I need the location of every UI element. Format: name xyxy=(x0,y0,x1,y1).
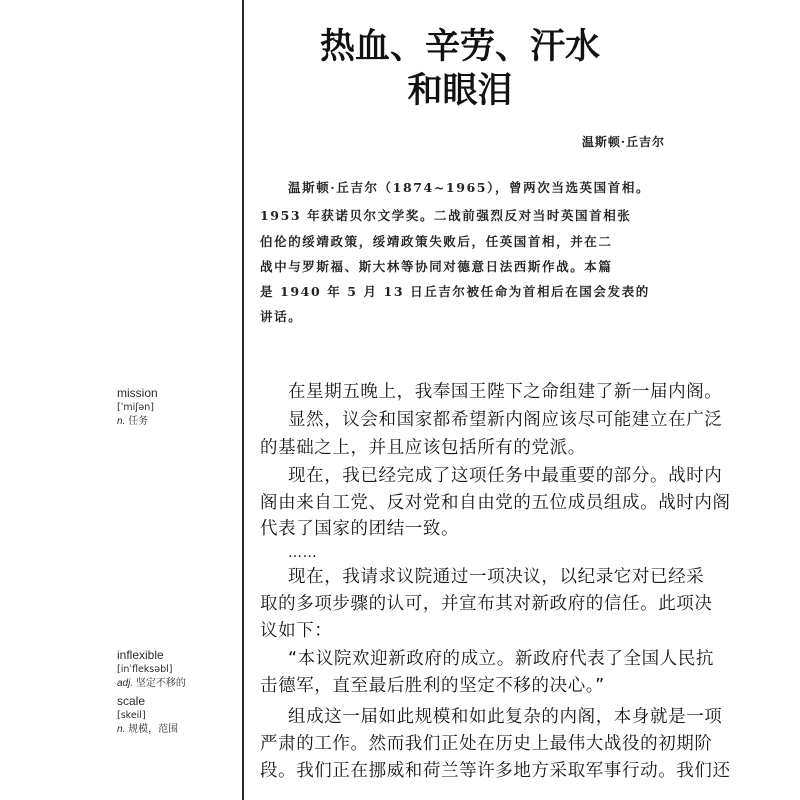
chapter-title-line-2: 和眼泪 xyxy=(407,71,513,111)
vocab-gloss-scale xyxy=(117,694,178,737)
gloss-definition xyxy=(117,677,186,691)
gloss-part-of-speech: n. xyxy=(117,416,126,427)
gloss-word: scale xyxy=(117,694,146,708)
vocab-gloss-inflexible xyxy=(117,648,186,691)
gloss-phonetic: [inˈfleksəbl] xyxy=(117,664,173,675)
body-line: 议如下： xyxy=(260,621,333,641)
author-byline: 温斯顿·丘吉尔 xyxy=(581,135,665,149)
body-line: 现在，我请求议院通过一项决议，以纪录它对已经采 xyxy=(288,567,705,587)
body-line: 击德军，直至最后胜利的坚定不移的决心。” xyxy=(260,676,605,696)
body-line: 阁由来自工党、反对党和自由党的五位成员组成。战时内阁 xyxy=(260,493,731,513)
gloss-word: mission xyxy=(117,386,158,400)
body-line: 严肃的工作。然而我们正处在历史上最伟大战役的初期阶 xyxy=(260,734,713,754)
intro-line: 伯伦的绥靖政策，绥靖政策失败后，任英国首相，并在二 xyxy=(260,234,613,249)
gloss-meaning: 规模，范围 xyxy=(128,724,179,735)
gloss-word: inflexible xyxy=(117,648,164,662)
intro-line: 温斯顿·丘吉尔（1874~1965），曾两次当选英国首相。 xyxy=(288,180,651,195)
body-line: 代表了国家的团结一致。 xyxy=(260,519,460,539)
body-line: 取的多项步骤的认可，并宣布其对新政府的信任。此项决 xyxy=(260,594,713,614)
gloss-definition xyxy=(117,723,178,737)
intro-line: 战中与罗斯福、斯大林等协同对德意日法西斯作战。本篇 xyxy=(260,259,613,274)
body-line: 段。我们正在挪威和荷兰等许多地方采取军事行动。我们还 xyxy=(260,761,731,781)
gloss-part-of-speech: adj. xyxy=(117,678,134,689)
ellipsis-line: …… xyxy=(288,545,318,561)
vocab-gloss-mission xyxy=(117,386,158,429)
intro-line: 讲话。 xyxy=(260,309,303,324)
intro-line: 是 1940 年 5 月 13 日丘吉尔被任命为首相后在国会发表的 xyxy=(260,284,650,299)
body-line: 显然，议会和国家都希望新内阁应该尽可能建立在广泛 xyxy=(288,410,723,430)
body-line: 在星期五晚上，我奉国王陛下之命组建了新一届内阁。 xyxy=(288,382,723,402)
intro-line: 1953 年获诺贝尔文学奖。二战前强烈反对当时英国首相张 xyxy=(260,208,632,223)
chapter-title-line-1: 热血、辛劳、汗水 xyxy=(319,27,600,67)
gloss-part-of-speech: n. xyxy=(117,724,126,735)
body-line: 的基础之上，并且应该包括所有的党派。 xyxy=(260,438,586,458)
body-line: 现在，我已经完成了这项任务中最重要的部分。战时内 xyxy=(288,466,723,486)
margin-divider-line xyxy=(242,0,244,800)
body-line: “本议院欢迎新政府的成立。新政府代表了全国人民抗 xyxy=(288,649,714,669)
gloss-meaning: 坚定不移的 xyxy=(135,678,186,689)
gloss-meaning: 任务 xyxy=(128,416,149,427)
gloss-phonetic: [ˈmiʃən] xyxy=(117,402,154,413)
body-line: 组成这一届如此规模和如此复杂的内阁，本身就是一项 xyxy=(288,707,723,727)
gloss-phonetic: [skeil] xyxy=(117,710,146,721)
gloss-definition xyxy=(117,415,158,429)
